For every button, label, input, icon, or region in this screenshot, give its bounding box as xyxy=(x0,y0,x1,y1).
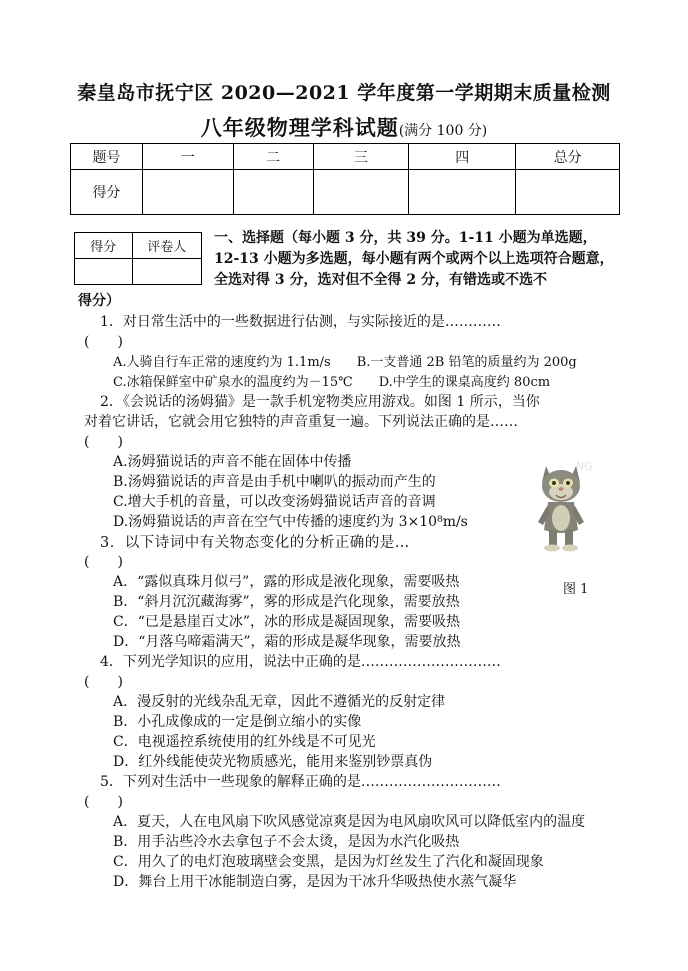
grader-name-header: 评卷人 xyxy=(132,233,201,259)
question-2-stem: 2．《会说话的汤姆猫》是一款手机宠物类应用游戏。如图 1 所示，当你 xyxy=(100,394,540,410)
answer-paren: ( ) xyxy=(84,334,123,350)
question-4-option: C．电视遥控系统使用的红外线是不可见光 xyxy=(113,734,376,750)
question-4-stem: 4．下列光学知识的应用，说法中正确的是………………………… xyxy=(100,654,501,670)
question-2-stem-line2: 对着它讲话，它就会用它独特的声音重复一遍。下列说法正确的是…… xyxy=(84,414,518,430)
score-cell[interactable] xyxy=(142,170,233,215)
question-1-stem: 1．对日常生活中的一些数据进行估测，与实际接近的是………… xyxy=(100,314,501,330)
question-4-option: B．小孔成像成的一定是倒立缩小的实像 xyxy=(113,714,362,730)
question-1-option: A.人骑自行车正常的速度约为 1.1m/s B.一支普通 2B 铅笔的质量约为 200g xyxy=(113,355,577,370)
score-header-cell: 四 xyxy=(409,144,516,170)
answer-paren: ( ) xyxy=(84,554,123,570)
question-5-option: A．夏天，人在电风扇下吹风感觉凉爽是因为电风扇吹风可以降低室内的温度 xyxy=(113,814,586,830)
score-cell[interactable] xyxy=(516,170,620,215)
question-4-option: D．红外线能使荧光物质感光，能用来鉴别钞票真伪 xyxy=(113,754,433,770)
question-3-stem: 3．以下诗词中有关物态变化的分析正确的是… xyxy=(100,535,410,551)
question-2-option: A.汤姆猫说话的声音不能在固体中传播 xyxy=(113,454,352,470)
score-header-cell: 题号 xyxy=(71,144,143,170)
talking-tom-cat-image xyxy=(524,456,597,556)
question-3-option: D．“月落乌啼霜满天”，霜的形成是凝华现象，需要放热 xyxy=(113,634,461,650)
grader-name-cell[interactable] xyxy=(132,259,201,285)
question-3-option: B．“斜月沉沉藏海雾”，雾的形成是汽化现象，需要放热 xyxy=(113,594,460,610)
question-1-option: C.冰箱保鲜室中矿泉水的温度约为－15℃ D.中学生的课桌高度约 80cm xyxy=(113,375,551,390)
exam-subtitle xyxy=(0,112,688,142)
answer-paren: ( ) xyxy=(84,674,123,690)
answer-paren: ( ) xyxy=(84,434,123,450)
question-5-stem: 5．下列对生活中一些现象的解释正确的是………………………… xyxy=(100,774,501,790)
score-cell[interactable] xyxy=(233,170,313,215)
question-2-option: D.汤姆猫说话的声音在空气中传播的速度约为 3×10⁸m/s xyxy=(113,514,468,530)
score-header-cell: 三 xyxy=(313,144,409,170)
score-header-cell: 二 xyxy=(233,144,313,170)
question-3-option: A．“露似真珠月似弓”，露的形成是液化现象，需要吸热 xyxy=(113,574,460,590)
subject-title: 八年级物理学科试题 xyxy=(200,115,399,140)
question-2-option: C.增大手机的音量，可以改变汤姆猫说话声音的音调 xyxy=(113,494,436,510)
svg-text:NG: NG xyxy=(576,460,593,473)
section-heading-tail: 得分） xyxy=(78,293,120,309)
score-cell[interactable] xyxy=(313,170,409,215)
section-heading: 一、选择题（每小题 3 分，共 39 分。1-11 小题为单选题，12-13 小题为多选题，每小题有两个或两个以上选项符合题意，全选对得 3 分，选对但不全得 2 分，有错选或不选不 xyxy=(214,230,614,288)
exam-title: 秦皇岛市抚宁区 2020—2021 学年度第一学期期末质量检测 xyxy=(77,82,611,104)
score-table xyxy=(70,143,620,215)
question-3-option: C．“已是悬崖百丈冰”，冰的形成是凝固现象，需要吸热 xyxy=(113,614,461,630)
question-5-option: D．舞台上用干冰能制造白雾，是因为干冰升华吸热使水蒸气凝华 xyxy=(113,874,517,890)
question-5-option: B．用手沾些冷水去拿包子不会太烫，是因为水汽化吸热 xyxy=(113,834,460,850)
score-cell[interactable] xyxy=(409,170,516,215)
full-score-note: (满分 100 分) xyxy=(398,123,488,139)
score-row-label: 得分 xyxy=(71,170,143,215)
question-4-option: A．漫反射的光线杂乱无章，因此不遵循光的反射定律 xyxy=(113,694,446,710)
figure-caption: 图 1 xyxy=(563,582,589,597)
question-5-option: C．用久了的电灯泡玻璃壁会变黑，是因为灯丝发生了汽化和凝固现象 xyxy=(113,854,544,870)
answer-paren: ( ) xyxy=(84,794,123,810)
score-header-cell: 一 xyxy=(142,144,233,170)
grader-score-header: 得分 xyxy=(75,233,133,259)
question-2-option: B.汤姆猫说话的声音是由手机中喇叭的振动而产生的 xyxy=(113,474,436,490)
score-header-cell: 总分 xyxy=(516,144,620,170)
grader-table xyxy=(74,232,202,285)
grader-score-cell[interactable] xyxy=(75,259,133,285)
